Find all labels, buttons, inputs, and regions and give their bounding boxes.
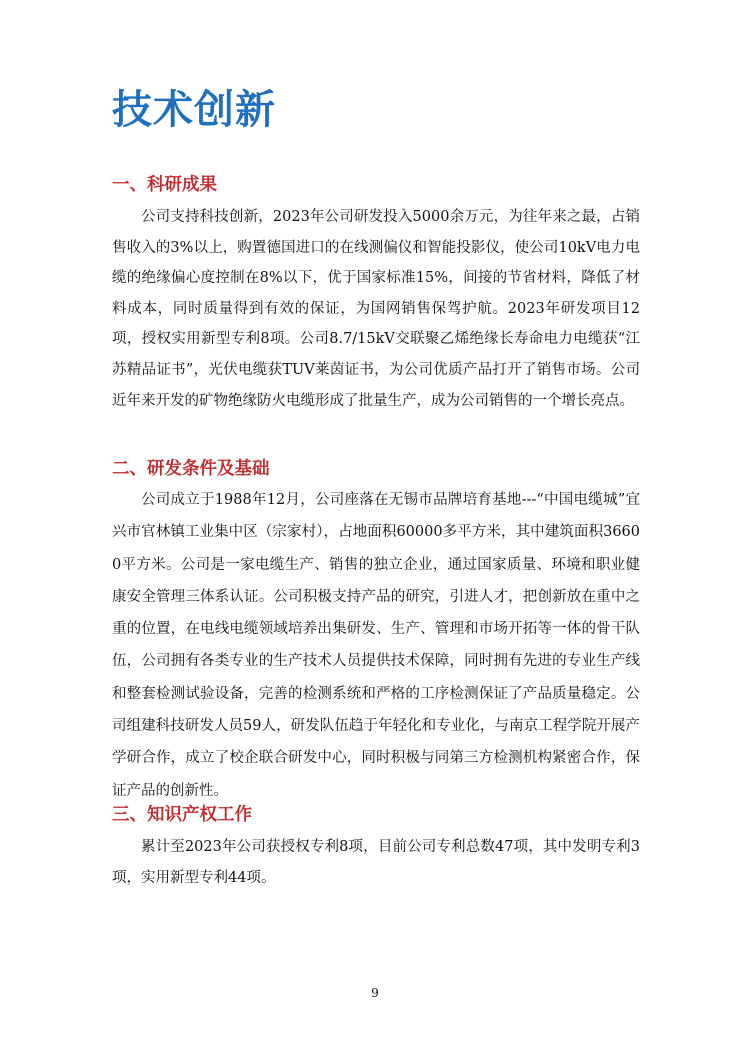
section-heading-ip-work: 三、知识产权工作 [112, 805, 252, 825]
section-paragraph-rd-conditions: 公司成立于1988年12月，公司座落在无锡市品牌培育基地---“中国电缆城”宜兴市官林镇工业集中区（宗家村），占地面积60000多平方米，其中建筑面积36600平方米。公司是一家电缆生产、销售的独立企业，通过国家质量、环境和职业健康安全管理三体系认证。公司积极支持产品的研究，引进人才，把创新放在重中之重的位置，在电线电缆领域培养出集研发、生产、管理和市场开拓等一体的骨干队伍，公司拥有各类专业的生产技术人员提供技术保障，同时拥有先进的专业生产线和整套检测试验设备，完善的检测系统和严格的工序检测保证了产品质量稳定。公司组建科技研发人员59人，研发队伍趋于年轻化和专业化，与南京工程学院开展产学研合作，成立了校企联合研发中心，同时积极与同第三方检测机构紧密合作，保证产品的创新性。 [112, 492, 640, 799]
section-heading-rd-conditions: 二、研发条件及基础 [112, 459, 270, 479]
page-number: 9 [371, 986, 379, 1000]
section-paragraph-ip-work: 累计至2023年公司获授权专利8项，目前公司专利总数47项，其中发明专利3项，实用新型专利44项。 [112, 839, 640, 886]
section-paragraph-research-results: 公司支持科技创新，2023年公司研发投入5000余万元，为往年来之最，占销售收入的3%以上，购置德国进口的在线测偏仪和智能投影仪，使公司10kV电力电缆的绝缘偏心度控制在8%以下，优于国家标准15%，间接的节省材料，降低了材料成本，同时质量得到有效的保证，为国网销售保驾护航。2023年研发项目12项，授权实用新型专利8项。公司8.7/15kV交联聚乙烯绝缘长寿命电力电缆获“江苏精品证书”，光伏电缆获TUV莱茵证书，为公司优质产品打开了销售市场。公司近年来开发的矿物绝缘防火电缆形成了批量生产，成为公司销售的一个增长亮点。 [112, 209, 640, 409]
page-title: 技术创新 [112, 87, 276, 133]
section-heading-research-results: 一、科研成果 [112, 175, 217, 195]
